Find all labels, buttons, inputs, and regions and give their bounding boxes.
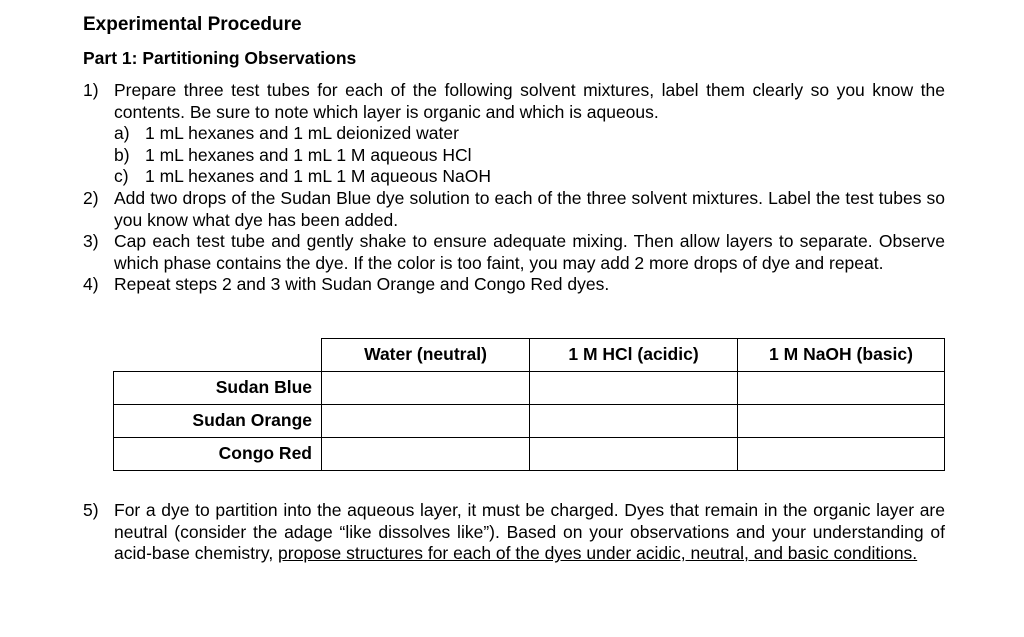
substep-a <box>114 123 945 145</box>
column-header: 1 M HCl (acidic) <box>530 339 738 372</box>
substep-b <box>114 145 945 167</box>
observation-table <box>113 338 945 471</box>
step-5 <box>83 500 945 565</box>
row-label: Sudan Blue <box>114 372 322 405</box>
step-number: 1) <box>83 80 99 100</box>
step-number: 2) <box>83 187 99 208</box>
column-header: 1 M NaOH (basic) <box>738 339 945 372</box>
step-text: Prepare three test tubes for each of the following solvent mixtures, label them clearly so you know the contents. Be sure to note which layer is organic and which is aqueous. <box>114 80 945 122</box>
table-cell[interactable] <box>322 405 530 438</box>
step-text <box>114 500 945 565</box>
table-cell[interactable] <box>738 405 945 438</box>
table-cell[interactable] <box>530 372 738 405</box>
substep-text: 1 mL hexanes and 1 mL deionized water <box>145 123 459 144</box>
step-number: 5) <box>83 500 99 520</box>
table-row <box>114 405 945 438</box>
step-2 <box>83 188 945 231</box>
table-cell[interactable] <box>738 372 945 405</box>
table-cell[interactable] <box>322 438 530 471</box>
step-text-underlined: propose structures for each of the dyes under acidic, neutral, and basic conditions. <box>278 543 918 564</box>
substep-label: c) <box>114 166 129 187</box>
table-cell[interactable] <box>530 438 738 471</box>
table-cell[interactable] <box>738 438 945 471</box>
step-4 <box>83 274 945 296</box>
row-label: Sudan Orange <box>114 405 322 438</box>
procedure-steps <box>83 80 945 296</box>
step-text: Cap each test tube and gently shake to ensure adequate mixing. Then allow layers to separate. Observe which phase contains the dye. If the color is too faint, you may add 2 more drops of dye and repeat. <box>114 231 945 273</box>
table-cell[interactable] <box>530 405 738 438</box>
step-number: 4) <box>83 274 99 295</box>
step-1 <box>83 80 945 188</box>
step-number: 3) <box>83 231 99 252</box>
table-row <box>114 438 945 471</box>
substep-c <box>114 166 945 188</box>
column-header: Water (neutral) <box>322 339 530 372</box>
step-3 <box>83 231 945 274</box>
step-text-plain: For a dye to partition into the aqueous layer, it must be charged. Dyes that remain in the organic layer are neutral (consider the adage “like dissolves like”). Based on your observations and your understanding of acid-base chemistry, <box>114 500 945 564</box>
table-corner <box>114 339 322 372</box>
row-label: Congo Red <box>114 438 322 471</box>
substep-text: 1 mL hexanes and 1 mL 1 M aqueous NaOH <box>145 166 491 187</box>
table-header-row <box>114 339 945 372</box>
section-title: Part 1: Partitioning Observations <box>83 48 357 68</box>
step-text: Add two drops of the Sudan Blue dye solution to each of the three solvent mixtures. Label the test tubes so you know what dye has been added. <box>114 187 945 230</box>
substep-label: b) <box>114 144 130 165</box>
substep-text: 1 mL hexanes and 1 mL 1 M aqueous HCl <box>145 144 472 165</box>
substep-label: a) <box>114 123 130 144</box>
step-text: Repeat steps 2 and 3 with Sudan Orange and Congo Red dyes. <box>114 274 610 295</box>
table-row <box>114 372 945 405</box>
table-cell[interactable] <box>322 372 530 405</box>
page-title: Experimental Procedure <box>83 14 302 35</box>
